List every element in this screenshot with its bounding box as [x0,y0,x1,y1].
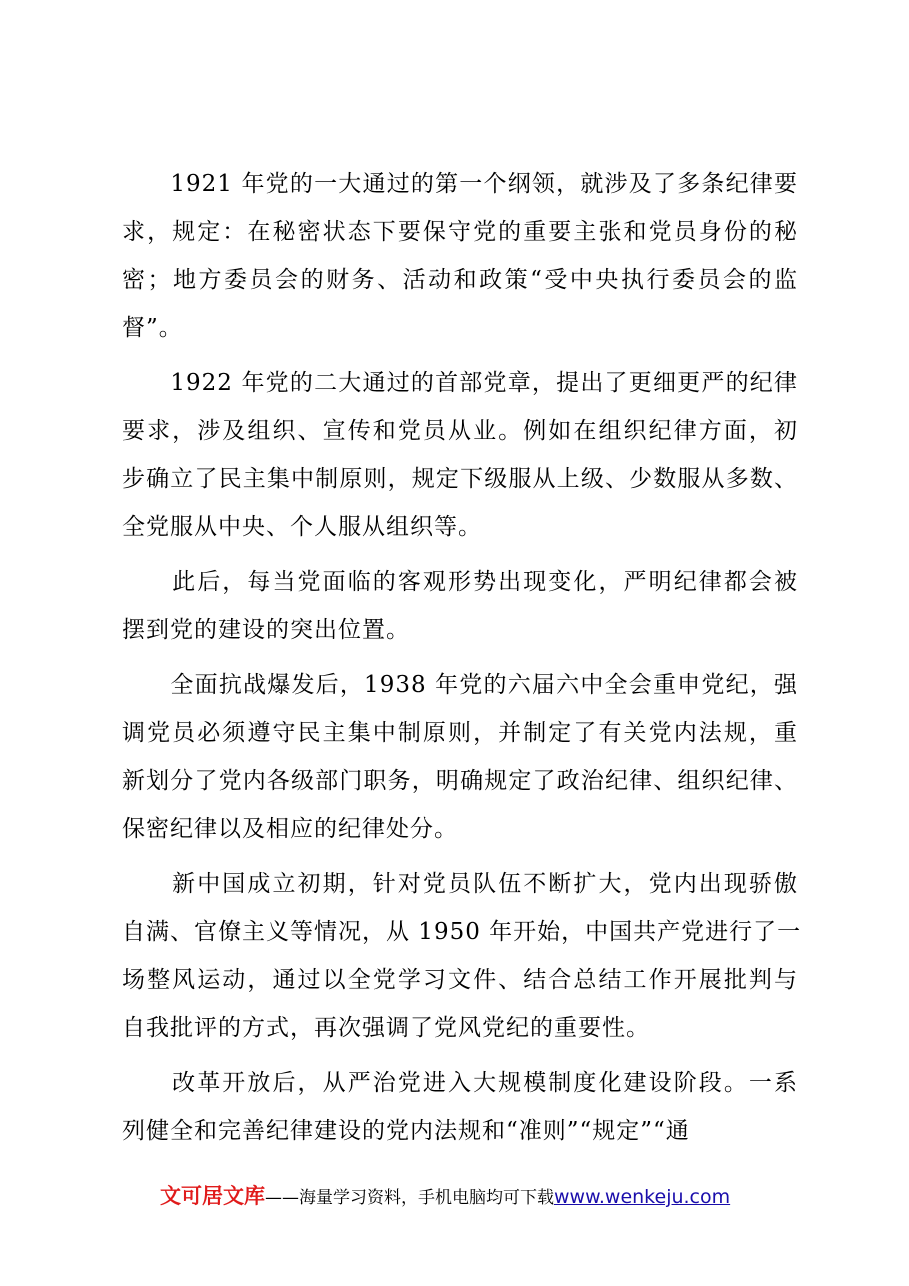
text-line: 督”。 [122,315,183,341]
text-line: 1921 年党的一大通过的第一个纲领，就涉及了多条纪律要 [122,171,798,197]
footer-brand: 文可居文库 [160,1184,265,1208]
text-line: 自满、官僚主义等情况，从 1950 年开始，中国共产党进行了一 [122,919,802,945]
text-line: 摆到党的建设的突出位置。 [122,617,410,643]
text-line: 新划分了党内各级部门职务，明确规定了政治纪律、组织纪律、 [122,768,798,794]
text-line: 自我批评的方式，再次强调了党风党纪的重要性。 [122,1015,650,1041]
text-line: 调党员必须遵守民主集中制原则，并制定了有关党内法规，重 [122,720,798,746]
text-line: 密；地方委员会的财务、活动和政策“受中央执行委员会的监 [122,267,798,293]
paragraph [122,359,798,551]
text-line: 新中国成立初期，针对党员队伍不断扩大，党内出现骄傲 [122,871,798,897]
text-line: 改革开放后，从严治党进入大规模制度化建设阶段。一系 [122,1070,798,1096]
document-body [122,160,802,1162]
footer-link[interactable]: www.wenkeju.com [554,1186,731,1208]
text-line: 保密纪律以及相应的纪律处分。 [122,816,458,842]
paragraph [122,1059,798,1155]
paragraph [122,661,798,853]
text-line: 步确立了民主集中制原则，规定下级服从上级、少数服从多数、 [122,466,798,492]
text-line: 此后，每当党面临的客观形势出现变化，严明纪律都会被 [122,569,798,595]
footer-tagline: ——海量学习资料，手机电脑均可下载 [265,1188,554,1208]
text-line: 1922 年党的二大通过的首部党章，提出了更细更严的纪律 [122,370,798,396]
paragraph [122,860,802,1052]
text-line: 全面抗战爆发后，1938 年党的六届六中全会重申党纪，强 [122,672,798,698]
text-line: 要求，涉及组织、宣传和党员从业。例如在组织纪律方面，初 [122,418,798,444]
paragraph [122,160,798,352]
text-line: 求，规定：在秘密状态下要保守党的重要主张和党员身份的秘 [122,219,798,245]
text-line: 列健全和完善纪律建设的党内法规和“准则”“规定”“通 [122,1118,690,1144]
text-line: 场整风运动，通过以全党学习文件、结合总结工作开展批判与 [122,967,798,993]
text-line: 全党服从中央、个人服从组织等。 [122,514,482,540]
footer-banner [160,1180,730,1212]
paragraph [122,558,798,654]
